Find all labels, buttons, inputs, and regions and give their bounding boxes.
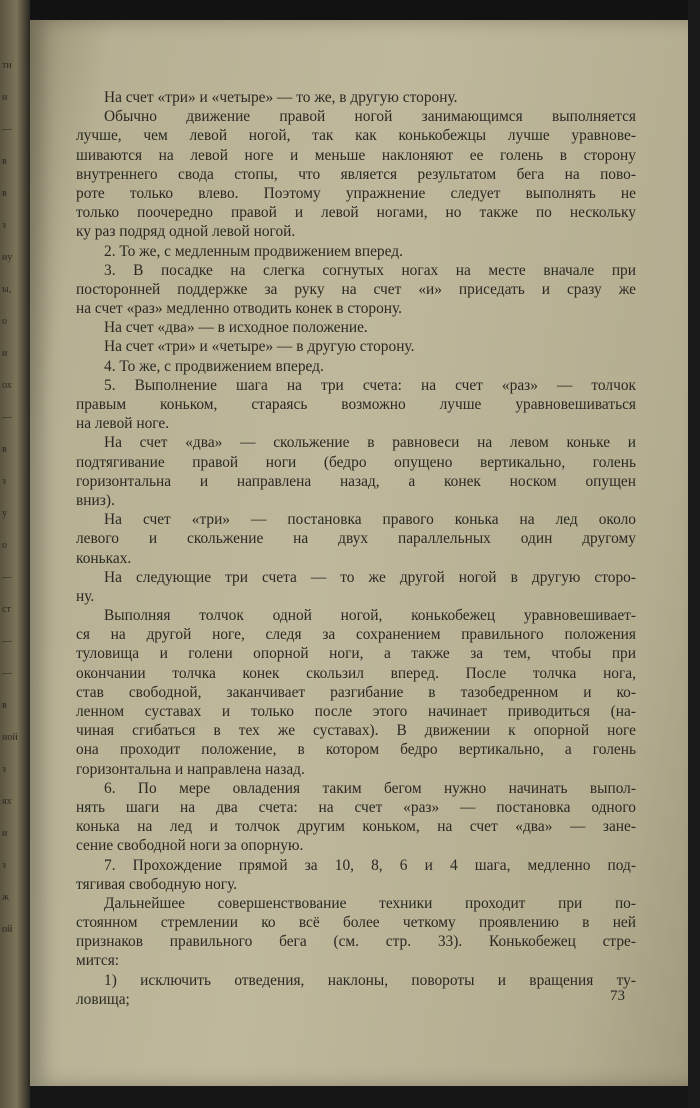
- facing-page-fragment: з: [2, 764, 6, 775]
- text-line: ловища;: [76, 990, 130, 1008]
- facing-page-edge: [0, 0, 30, 1108]
- facing-page-fragment: з: [2, 860, 6, 871]
- facing-page-fragment: о: [2, 316, 7, 327]
- text-line: на счет «раз» медленно отводить конек в сторону.: [76, 300, 403, 318]
- facing-page-fragment: ст: [2, 604, 11, 615]
- text-line: туловища и голени опорной ноги, а также за тем, чтобы при: [76, 645, 636, 663]
- facing-page-fragment: —: [2, 572, 12, 583]
- facing-page-fragment: ной: [2, 732, 18, 743]
- facing-page-fragment: —: [2, 636, 12, 647]
- text-line: правым коньком, стараясь возможно лучше уравновешиваться: [76, 396, 636, 413]
- facing-page-fragment: в: [2, 444, 7, 455]
- text-line: ся на другой ноге, следя за сохранением правильного положения: [76, 626, 636, 644]
- text-line: внутреннего свода стопы, что является результатом бега на пово-: [76, 165, 636, 183]
- text-line: посторонней поддержке за руку на счет «и» приседать и сразу же: [76, 280, 636, 298]
- text-line: нять шаги на два счета: на счет «раз» — постановка одного: [76, 798, 636, 816]
- text-line: Дальнейшее совершенствование техники проходит при по-: [104, 894, 636, 912]
- right-edge: [688, 0, 700, 1108]
- facing-page-fragment: ох: [2, 380, 12, 391]
- text-line: ленном суставах и только после этого начинает приводиться (на-: [76, 703, 636, 720]
- text-line: На счет «два» — в исходное положение.: [104, 319, 368, 337]
- text-line: 1) исключить отведения, наклоны, повороты и вращения ту-: [104, 971, 636, 989]
- text-line: конька на лед и толчок другим коньком, на счет «два» — зане-: [76, 818, 636, 836]
- facing-page-fragment: ы,: [2, 284, 12, 295]
- facing-page-fragment: ях: [2, 796, 12, 807]
- text-line: мится:: [76, 952, 120, 970]
- text-line: На счет «три» и «четыре» — то же, в другую сторону.: [104, 89, 458, 106]
- text-line: левого и скольжение на двух параллельных один другому: [76, 530, 636, 548]
- facing-page-fragment: и: [2, 828, 8, 839]
- text-line: Выполняя толчок одной ногой, конькобежец уравновешивает-: [104, 607, 636, 625]
- text-line: 4. То же, с продвижением вперед.: [104, 357, 324, 375]
- text-line: шиваются на левой ноге и меньше наклоняют ее голень в сторону: [76, 146, 636, 164]
- facing-page-fragment: ой: [2, 924, 13, 935]
- text-line: ку раз подряд одной левой ногой.: [76, 223, 296, 241]
- text-line: ну.: [76, 587, 95, 605]
- text-line: чиная сгибаться в тех же суставах). В движении к опорной ноге: [76, 722, 636, 740]
- top-band: [0, 0, 700, 20]
- text-line: 2. То же, с медленным продвижением вперед.: [104, 242, 403, 260]
- facing-page-fragment: ж: [2, 892, 9, 903]
- page-body-text: [76, 88, 636, 1009]
- text-line: признаков правильного бега (см. стр. 33). Конькобежец стре-: [76, 933, 636, 951]
- text-line: горизонтальна и направлена назад, а конек носком опущен: [76, 472, 636, 490]
- text-line: сение свободной ноги за опорную.: [76, 837, 304, 855]
- facing-page-fragment: —: [2, 668, 12, 679]
- facing-page-fragment: у: [2, 508, 7, 519]
- facing-page-fragment: и: [2, 348, 8, 359]
- facing-page-fragment: ну: [2, 252, 13, 263]
- text-line: роте только влево. Поэтому упражнение следует выполнять не: [76, 184, 636, 202]
- page-number: 73: [610, 988, 625, 1004]
- text-line: 6. По мере овладения таким бегом нужно начинать выпол-: [104, 779, 636, 797]
- text-line: на левой ноге.: [76, 415, 170, 433]
- text-line: 3. В посадке на слегка согнутых ногах на месте вначале при: [104, 261, 636, 279]
- facing-page-fragment: в: [2, 700, 7, 711]
- facing-page-fragment: ти: [2, 60, 12, 71]
- text-line: 5. Выполнение шага на три счета: на счет «раз» — толчок: [104, 376, 636, 394]
- facing-page-fragment: в: [2, 156, 7, 167]
- facing-page-fragment: —: [2, 124, 12, 135]
- text-line: только поочередно правой и левой ногами, но также по нескольку: [76, 204, 636, 222]
- text-line: 7. Прохождение прямой за 10, 8, 6 и 4 шага, медленно под-: [104, 856, 636, 874]
- text-line: На счет «два» — скольжение в равновеси на левом коньке и: [104, 434, 636, 452]
- facing-page-fragment: в: [2, 188, 7, 199]
- text-line: На счет «три» — постановка правого конька на лед около: [104, 511, 636, 529]
- text-line: тягивая свободную ногу.: [76, 875, 238, 893]
- text-line: стоянном стремлении ко всё более четкому проявлению в ней: [76, 914, 636, 932]
- text-line: лучше, чем левой ногой, так как конькобежцы лучше уравнове-: [76, 127, 636, 145]
- text-line: На следующие три счета — то же другой ногой в другую сторо-: [104, 568, 636, 586]
- text-line: горизонтальна и направлена назад.: [76, 760, 305, 778]
- book-page: [30, 20, 688, 1086]
- text-line: Обычно движение правой ногой занимающимся выполняется: [104, 108, 636, 126]
- facing-page-fragment: з: [2, 476, 6, 487]
- text-line: став свободной, заканчивает разгибание в тазобедренном и ко-: [76, 683, 636, 701]
- text-line: На счет «три» и «четыре» — в другую сторону.: [104, 338, 415, 356]
- facing-page-fragment: з: [2, 220, 6, 231]
- text-line: она проходит положение, в котором бедро вертикально, а голень: [76, 741, 636, 759]
- text-line: вниз).: [76, 491, 115, 509]
- facing-page-fragment: о: [2, 540, 7, 551]
- facing-page-fragment: —: [2, 412, 12, 423]
- facing-page-fragment: н: [2, 92, 8, 103]
- text-line: подтягивание правой ноги (бедро опущено вертикально, голень: [76, 453, 636, 471]
- text-line: коньках.: [76, 549, 132, 567]
- text-line: окончании толчка конек скользил вперед. После толчка нога,: [76, 664, 636, 682]
